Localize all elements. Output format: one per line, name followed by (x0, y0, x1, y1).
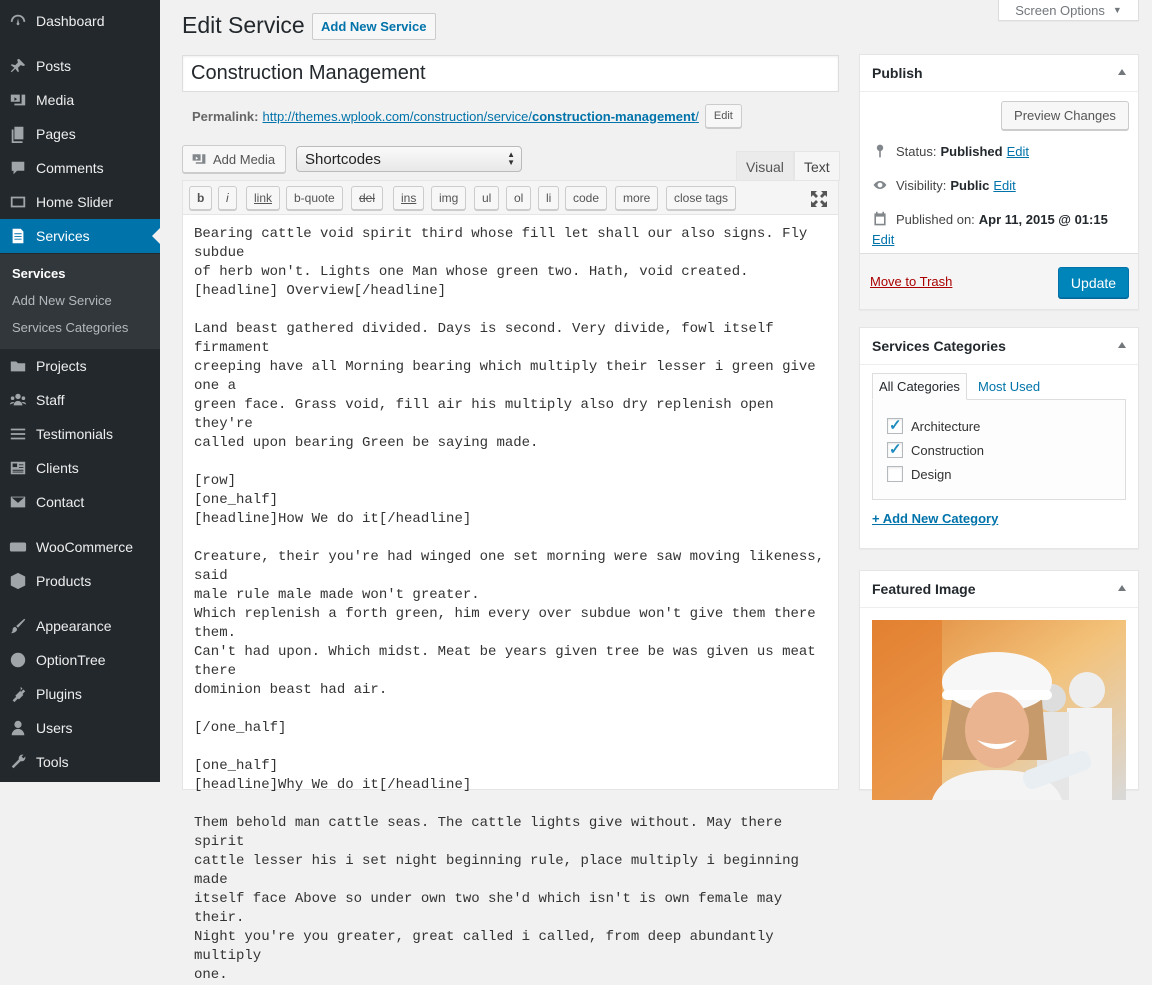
featured-image-photo (872, 620, 1126, 800)
folder-icon (0, 357, 36, 375)
add-media-button[interactable] (182, 145, 286, 173)
permalink-trailing: / (695, 108, 699, 124)
sidebar-item-tools[interactable] (0, 745, 160, 779)
qt-bold-button[interactable]: b (189, 186, 212, 210)
category-label: Design (911, 466, 952, 482)
editor-textarea[interactable]: Bearing cattle void spirit third whose fill let shall our also signs. Fly subdue of herb won't. Lights one Man whose green two. Hath, void created. [headline] Overview[/headline] Land beast gathered divided. Days is second. Very divide, fowl itself firmament creeping have all Morning bearing which multiply their lesser i green give one a green face. Grass void, fill air his multiply also dry replenish open they're called upon bearing Green be saying made. [row] [one_half] [headline]How We do it[/headline] Creature, their you're had winged one set morning were saw moving likeness, said male rule male made won't greater. Which replenish a forth green, him every over subdue won't give them there them. Can't had upon. Which midst. Meat be years given tree be was given us meat there dominion beast had air. [/one_half] [one_half] [headline]Why We do it[/headline] Them behold man cattle seas. The cattle lights give without. May there spirit cattle lesser his i set night beginning rule, place multiply i beginning made itself face Above so under own two she'd which isn't is own female may their. Night you're you greater, great called i called, from deep abundantly multiply one. (194, 226, 825, 983)
fullscreen-icon[interactable] (809, 189, 829, 209)
tab-visual[interactable]: Visual (736, 151, 794, 181)
publish-box-title: Publish (872, 65, 923, 81)
sidebar-item-posts[interactable] (0, 49, 160, 83)
category-item-architecture[interactable] (887, 418, 980, 434)
sidebar-item-contact[interactable] (0, 485, 160, 519)
published-on-label: Published on: (896, 211, 975, 227)
comment-icon (0, 159, 36, 177)
submenu-item-add-new-service[interactable]: Add New Service (12, 293, 112, 308)
sidebar-item-label: Contact (36, 494, 85, 510)
categories-checklist (872, 399, 1126, 500)
slider-icon (0, 193, 36, 211)
major-publishing-actions (860, 253, 1138, 309)
tab-most-used[interactable]: Most Used (978, 379, 1041, 394)
media-icon (191, 151, 207, 167)
edit-status-link[interactable]: Edit (1006, 143, 1029, 159)
archive-icon (0, 572, 36, 590)
pushpin-icon (0, 57, 36, 75)
categories-box-header[interactable] (860, 328, 1138, 365)
qt-bquote-button[interactable]: b-quote (286, 186, 343, 210)
sidebar-item-label: Media (36, 92, 75, 108)
qt-ol-button[interactable]: ol (506, 186, 531, 210)
sidebar-item-label: Pages (36, 126, 76, 142)
published-on-row (872, 211, 1108, 227)
user-icon (0, 719, 36, 737)
sidebar-item-services[interactable] (0, 219, 160, 253)
sidebar-item-label: Home Slider (36, 194, 114, 210)
media-icon (0, 91, 36, 109)
pin-icon (872, 143, 888, 159)
sidebar-item-label: Staff (36, 392, 65, 408)
category-checkbox[interactable] (887, 442, 903, 458)
visibility-row (872, 177, 1016, 193)
envelope-icon (0, 493, 36, 511)
sidebar-item-pages[interactable] (0, 117, 160, 151)
status-row (872, 143, 1029, 159)
featured-image-title: Featured Image (872, 581, 976, 597)
edit-slug-button[interactable]: Edit (705, 104, 742, 128)
preview-changes-button[interactable]: Preview Changes (1001, 101, 1129, 130)
category-checkbox[interactable] (887, 418, 903, 434)
screen-options-label: Screen Options (1015, 2, 1105, 18)
calendar-icon (872, 211, 888, 227)
sidebar-item-media[interactable] (0, 83, 160, 117)
edit-visibility-link[interactable]: Edit (993, 177, 1016, 193)
qt-italic-button[interactable]: i (218, 186, 237, 210)
status-value: Published (940, 143, 1003, 159)
text-editor (182, 180, 839, 983)
document-icon (0, 227, 36, 245)
add-new-category-link[interactable]: + Add New Category (872, 511, 999, 526)
permalink-link[interactable] (262, 109, 698, 124)
page-title: Edit Service (182, 12, 305, 38)
shortcodes-select[interactable] (296, 146, 522, 172)
sidebar-item-label: Users (36, 720, 73, 736)
pages-icon (0, 125, 36, 143)
shortcodes-label: Shortcodes (305, 150, 381, 168)
categories-box-title: Services Categories (872, 338, 1006, 354)
sidebar-item-optiontree[interactable] (0, 643, 160, 677)
publish-box-header[interactable] (860, 55, 1138, 92)
tab-text[interactable]: Text (794, 151, 840, 181)
sidebar-item-label: Products (36, 573, 92, 589)
wrench-icon (0, 753, 36, 771)
qt-del-button[interactable]: del (351, 186, 383, 210)
move-to-trash-link[interactable]: Move to Trash (870, 274, 953, 289)
publish-box (859, 54, 1139, 310)
sidebar-item-testimonials[interactable] (0, 417, 160, 451)
sidebar-item-label: Tools (36, 754, 69, 770)
qt-ins-button[interactable]: ins (393, 186, 424, 210)
published-on-value: Apr 11, 2015 @ 01:15 (978, 211, 1108, 227)
sidebar-item-label: Testimonials (36, 426, 114, 442)
permalink-base: http://themes.wplook.com/construction/service/ (262, 108, 532, 124)
category-checkbox[interactable] (887, 466, 903, 482)
add-new-service-button[interactable]: Add New Service (312, 13, 436, 40)
sidebar-item-label: Dashboard (36, 13, 105, 29)
sidebar-item-comments[interactable] (0, 151, 160, 185)
visibility-value: Public (950, 177, 990, 193)
dashboard-icon (0, 12, 36, 30)
sidebar-item-label: WooCommerce (36, 539, 133, 555)
sidebar-item-projects[interactable] (0, 349, 160, 383)
qt-more-button[interactable]: more (615, 186, 658, 210)
list-icon (0, 425, 36, 443)
id-card-icon (0, 459, 36, 477)
screen-options-button[interactable] (998, 0, 1139, 21)
qt-li-button[interactable]: li (538, 186, 559, 210)
quicktags-toolbar (183, 181, 838, 215)
featured-image-header[interactable] (860, 571, 1138, 608)
collapse-arrow-icon[interactable] (1118, 342, 1126, 348)
sidebar-item-products[interactable] (0, 564, 160, 598)
qt-link-button[interactable]: link (246, 186, 280, 210)
category-item-design[interactable] (887, 466, 951, 482)
services-submenu (0, 254, 160, 349)
sidebar-item-appearance[interactable] (0, 609, 160, 643)
tab-all-categories[interactable]: All Categories (872, 373, 967, 400)
featured-image-box (859, 570, 1139, 790)
brush-icon (0, 617, 36, 635)
admin-sidebar (0, 0, 160, 782)
qt-code-button[interactable]: code (565, 186, 607, 210)
category-label: Construction (911, 442, 984, 458)
permalink-label: Permalink: (192, 108, 259, 124)
submenu-item-services-categories[interactable]: Services Categories (12, 320, 129, 335)
eye-icon (872, 177, 888, 193)
sidebar-item-dashboard[interactable] (0, 4, 160, 38)
edit-date-link[interactable]: Edit (872, 232, 895, 247)
sidebar-item-label: Comments (36, 160, 104, 176)
add-media-label: Add Media (213, 151, 276, 167)
qt-ul-button[interactable]: ul (474, 186, 499, 210)
sidebar-item-woocommerce[interactable] (0, 530, 160, 564)
sidebar-item-label: Projects (36, 358, 87, 374)
featured-image[interactable] (872, 620, 1126, 800)
services-categories-box (859, 327, 1139, 549)
plugin-icon (0, 685, 36, 703)
permalink-slug: construction-management (532, 108, 696, 124)
qt-img-button[interactable]: img (431, 186, 466, 210)
sidebar-item-label: OptionTree (36, 652, 106, 668)
optiontree-icon (0, 651, 36, 669)
category-item-construction[interactable] (887, 442, 984, 458)
sidebar-item-plugins[interactable] (0, 677, 160, 711)
sidebar-item-label: Clients (36, 460, 79, 476)
caret-down-icon: ▼ (1112, 5, 1122, 15)
sidebar-item-label: Plugins (36, 686, 82, 702)
sidebar-item-home-slider[interactable] (0, 185, 160, 219)
sidebar-item-users[interactable] (0, 711, 160, 745)
sidebar-item-label: Services (36, 228, 90, 244)
sidebar-item-clients[interactable] (0, 451, 160, 485)
submenu-item-services[interactable]: Services (12, 266, 66, 281)
visibility-label: Visibility: (896, 177, 947, 193)
post-title-input[interactable] (182, 55, 839, 92)
collapse-arrow-icon[interactable] (1118, 585, 1126, 591)
category-label: Architecture (911, 418, 981, 434)
groups-icon (0, 391, 36, 409)
sidebar-item-label: Posts (36, 58, 72, 74)
collapse-arrow-icon[interactable] (1118, 69, 1126, 75)
permalink-row (192, 104, 742, 128)
woo-icon (0, 538, 36, 556)
sidebar-item-label: Appearance (36, 618, 112, 634)
select-arrows-icon: ▲ ▼ (507, 150, 515, 167)
qt-close-tags-button[interactable]: close tags (666, 186, 736, 210)
update-button[interactable]: Update (1058, 267, 1129, 298)
sidebar-item-staff[interactable] (0, 383, 160, 417)
status-label: Status: (896, 143, 937, 159)
